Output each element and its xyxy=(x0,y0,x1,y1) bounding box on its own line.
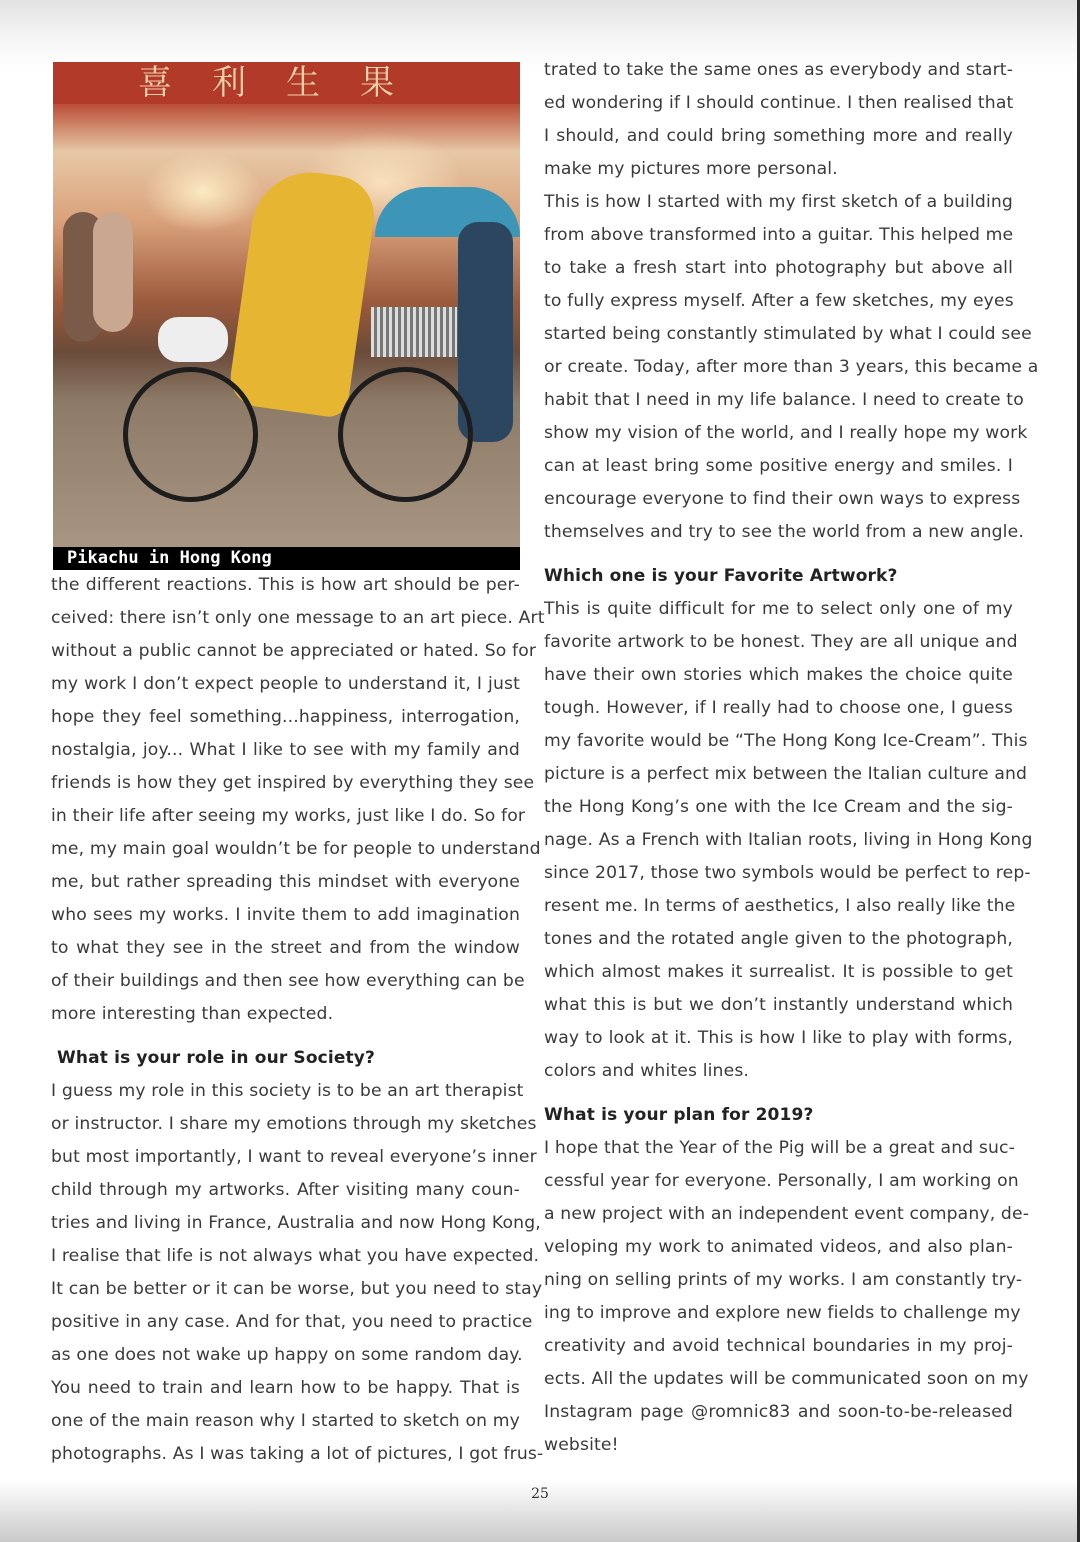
text-line: since 2017, those two symbols would be perfect to rep- xyxy=(544,863,1031,883)
text-line: child through my artworks. After visiting many coun- xyxy=(51,1180,520,1200)
text-line: or instructor. I share my emotions through my sketches xyxy=(51,1114,537,1134)
text-line: one of the main reason why I started to sketch on my xyxy=(51,1411,520,1431)
paragraph xyxy=(544,1132,1030,1462)
text-line: resent me. In terms of aesthetics, I also really like the xyxy=(544,896,1016,916)
text-line: way to look at it. This is how I like to play with forms, xyxy=(544,1028,1013,1048)
text-line: ceived: there isn’t only one message to an art piece. Art xyxy=(51,608,545,628)
text-line: ning on selling prints of my works. I am constantly try- xyxy=(544,1270,1023,1290)
text-line: the different reactions. This is how art should be per- xyxy=(51,575,520,595)
text-line: ing to improve and explore new fields to challenge my xyxy=(544,1303,1021,1323)
section-heading: What is your role in our Society? xyxy=(57,1048,376,1068)
text-line: I should, and could bring something more and really xyxy=(544,126,1013,146)
photo-caption: Pikachu in Hong Kong xyxy=(53,547,520,570)
text-line: cessful year for everyone. Personally, I am working on xyxy=(544,1171,1019,1191)
text-line: nage. As a French with Italian roots, living in Hong Kong xyxy=(544,830,1033,850)
text-line: in their life after seeing my works, just like I do. So for xyxy=(51,806,526,826)
paragraph xyxy=(544,593,1033,1088)
right-column xyxy=(544,54,1039,1462)
text-line: tough. However, if I really had to choose one, I guess xyxy=(544,698,1013,718)
text-line: This is quite difficult for me to select only one of my xyxy=(544,599,1013,619)
section-heading: What is your plan for 2019? xyxy=(544,1105,814,1125)
text-line: favorite artwork to be honest. They are all unique and xyxy=(544,632,1018,652)
text-line: as one does not wake up happy on some random day. xyxy=(51,1345,523,1365)
text-line: tries and living in France, Australia and now Hong Kong, xyxy=(51,1213,541,1233)
text-line: nostalgia, joy... What I like to see with my family and xyxy=(51,740,520,760)
text-line: show my vision of the world, and I really hope my work xyxy=(544,423,1028,443)
text-line: a new project with an independent event company, de- xyxy=(544,1204,1030,1224)
text-line: tones and the rotated angle given to the photograph, xyxy=(544,929,1013,949)
bike-wheel-rear xyxy=(123,367,258,502)
text-line: creativity and avoid technical boundaries in my proj- xyxy=(544,1336,1013,1356)
text-line: trated to take the same ones as everybody and start- xyxy=(544,60,1014,80)
text-line: website! xyxy=(544,1435,619,1455)
text-line: veloping my work to animated videos, and also plan- xyxy=(544,1237,1013,1257)
text-line: but most importantly, I want to reveal everyone’s inner xyxy=(51,1147,537,1167)
text-line: This is how I started with my first sketch of a building xyxy=(544,192,1013,212)
paragraph xyxy=(51,569,545,1031)
text-line: the Hong Kong’s one with the Ice Cream and the sig- xyxy=(544,797,1013,817)
text-line: hope they feel something...happiness, interrogation, xyxy=(51,707,520,727)
text-line: or create. Today, after more than 3 years, this became a xyxy=(544,357,1039,377)
text-line: to what they see in the street and from the window xyxy=(51,938,520,958)
text-line: have their own stories which makes the choice quite xyxy=(544,665,1013,685)
text-line: started being constantly stimulated by what I could see xyxy=(544,324,1032,344)
paragraph xyxy=(544,186,1039,549)
plastic-bag xyxy=(158,317,228,362)
text-line: more interesting than expected. xyxy=(51,1004,334,1024)
paragraph xyxy=(51,1075,544,1471)
yellow-raincoat-rider xyxy=(227,165,379,419)
text-line: me, but rather spreading this mindset with everyone xyxy=(51,872,520,892)
text-line: I hope that the Year of the Pig will be a great and suc- xyxy=(544,1138,1016,1158)
text-line: You need to train and learn how to be happy. That is xyxy=(51,1378,520,1398)
text-line: me, my main goal wouldn’t be for people to understand xyxy=(51,839,541,859)
bike-wheel-front xyxy=(338,367,473,502)
section-heading: Which one is your Favorite Artwork? xyxy=(544,566,898,586)
text-line: photographs. As I was taking a lot of pictures, I got frus- xyxy=(51,1444,544,1464)
text-line: It can be better or it can be worse, but you need to stay xyxy=(51,1279,543,1299)
text-line: I realise that life is not always what you have expected. xyxy=(51,1246,540,1266)
text-line: to fully express myself. After a few sketches, my eyes xyxy=(544,291,1014,311)
text-line: friends is how they get inspired by everything they see xyxy=(51,773,535,793)
text-line: my favorite would be “The Hong Kong Ice-Cream”. This xyxy=(544,731,1028,751)
text-line: Instagram page @romnic83 and soon-to-be-released xyxy=(544,1402,1013,1422)
text-line: my work I don’t expect people to understand it, I just xyxy=(51,674,520,694)
shopper xyxy=(93,212,133,332)
text-line: ed wondering if I should continue. I then realised that xyxy=(544,93,1014,113)
text-line: which almost makes it surrealist. It is possible to get xyxy=(544,962,1013,982)
page-number: 25 xyxy=(531,1486,549,1502)
text-line: colors and whites lines. xyxy=(544,1061,750,1081)
text-line: what this is but we don’t instantly understand which xyxy=(544,995,1013,1015)
text-line: to take a fresh start into photography but above all xyxy=(544,258,1013,278)
text-line: picture is a perfect mix between the Italian culture and xyxy=(544,764,1028,784)
text-line: without a public cannot be appreciated or hated. So for xyxy=(51,641,537,661)
text-line: ects. All the updates will be communicated soon on my xyxy=(544,1369,1029,1389)
paragraph xyxy=(544,54,1013,186)
text-line: themselves and try to see the world from a new angle. xyxy=(544,522,1024,542)
text-line: positive in any case. And for that, you need to practice xyxy=(51,1312,533,1332)
text-line: habit that I need in my life balance. I need to create to xyxy=(544,390,1024,410)
text-line: from above transformed into a guitar. This helped me xyxy=(544,225,1014,245)
text-line: who sees my works. I invite them to add imagination xyxy=(51,905,520,925)
text-line: of their buildings and then see how everything can be xyxy=(51,971,525,991)
left-column xyxy=(51,569,545,1471)
bike-basket xyxy=(371,307,457,357)
photo-pikachu-in-hong-kong xyxy=(53,62,520,547)
text-line: encourage everyone to find their own ways to express xyxy=(544,489,1021,509)
text-line: make my pictures more personal. xyxy=(544,159,838,179)
text-line: can at least bring some positive energy and smiles. I xyxy=(544,456,1013,476)
text-line: I guess my role in this society is to be an art therapist xyxy=(51,1081,524,1101)
shop-sign: 喜利生果 xyxy=(53,62,520,104)
